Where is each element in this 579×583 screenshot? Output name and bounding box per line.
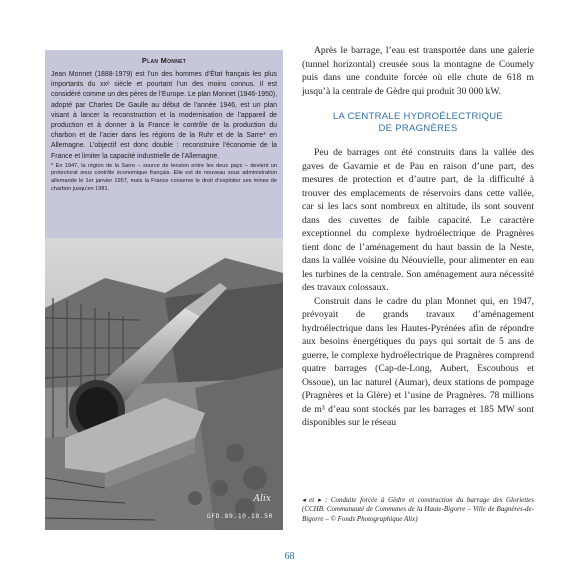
heading-line-2: DE PRAGNÈRES: [378, 123, 458, 134]
page-number: 68: [284, 551, 295, 562]
sidebar-title: Plan Monnet: [141, 56, 187, 65]
photographer-signature: Alix: [253, 494, 271, 504]
photo-reference: GFD.89.10.18.50: [206, 512, 273, 520]
photo-caption: ◂ et ▸ : Conduite forcée à Gèdre et construction du barrage des Gloriettes (CCHB. Communauté de Communes de la Haute-Bigorre – Ville de Bagnères-de-Bigorre – © Fonds Photographique Alix): [302, 496, 534, 523]
intro-paragraph: Après le barrage, l’eau est transportée dans une galerie (tunnel horizontal) creusée sous la montagne de Coumely puis dans une conduite forcée où elle chute de 618 m jusqu’à la centrale de Gèdre qui produit 30 000 kW.: [302, 45, 534, 97]
penstock-photo: [45, 238, 283, 530]
paragraph-1: Peu de barrages ont été construits dans la vallée des gaves de Gavarnie et de Pau en raison d’une part, des mesures de protection et d’autre part, de la difficulté à trouver des emplacements de réservoirs dans cette vallée, car si les lacs sont nombreux en altitude, ils sont souvent dans des cuvettes de faible capacité. Le caractère exceptionnel du complexe hydroélectrique de Pragnères tient donc de l’aménagement du haut bassin de la Neste, dans la vallée voisine du Néouvielle, pour alimenter en eau les turbines de la centrale. Son aménagement aura nécessité des travaux colossaux.: [302, 147, 534, 293]
sidebar-footnote: * En 1947, la région de la Sarre – source de tension entre les deux pays – devient un protectorat sous contrôle économique français. Elle est de nouveau sous administration allemande le 1er janvier 1957, mais la France conserve le droit d’exploiter ses mines de charbon jusqu’en 1981.: [51, 162, 277, 192]
section-heading: [302, 111, 534, 135]
plan-monnet-sidebar: [45, 50, 283, 240]
sidebar-paragraph: Jean Monnet (1888-1979) est l’un des hommes d’État français les plus importants du xxᵉ siècle et pourtant l’un des moins connus. Il est considéré comme un des pères de l’Europe. Le plan Monnet (1946-1950), adopté par Charles De Gaulle au début de l’année 1946, est un plan visant à lancer la reconstruction et la modernisation de l’appareil de production et à donner à la France le contrôle de la production du charbon et de l’acier dans les régions de la Ruhr et de la Sarre* en Allemagne. L’objectif est donc double : reconstruire l’économie de la France et limiter la capacité industrielle de l’Allemagne.: [51, 71, 277, 160]
photo-illustration: [45, 238, 283, 530]
heading-line-1: LA CENTRALE HYDROÉLECTRIQUE: [332, 111, 504, 122]
article-column: [302, 44, 534, 430]
paragraph-2: Construit dans le cadre du plan Monnet qui, en 1947, prévoyait de grands travaux d’aménagement hydroélectrique dans les Hautes-Pyrénées afin de répondre aux besoins énergétiques du pays qui sortait de 5 ans de guerre, le complexe hydroélectrique de Pragnères comprend quatre barrages (Cap-de-Long, Aubert, Escoubous et Ossoue), un lac naturel (Aumar), deux stations de pompage (Pragnères et la Glère) et l’usine de Pragnères. 78 millions de m³ d’eau sont stockés par les barrages et 185 MW sont disponibles sur le réseau: [302, 295, 534, 428]
